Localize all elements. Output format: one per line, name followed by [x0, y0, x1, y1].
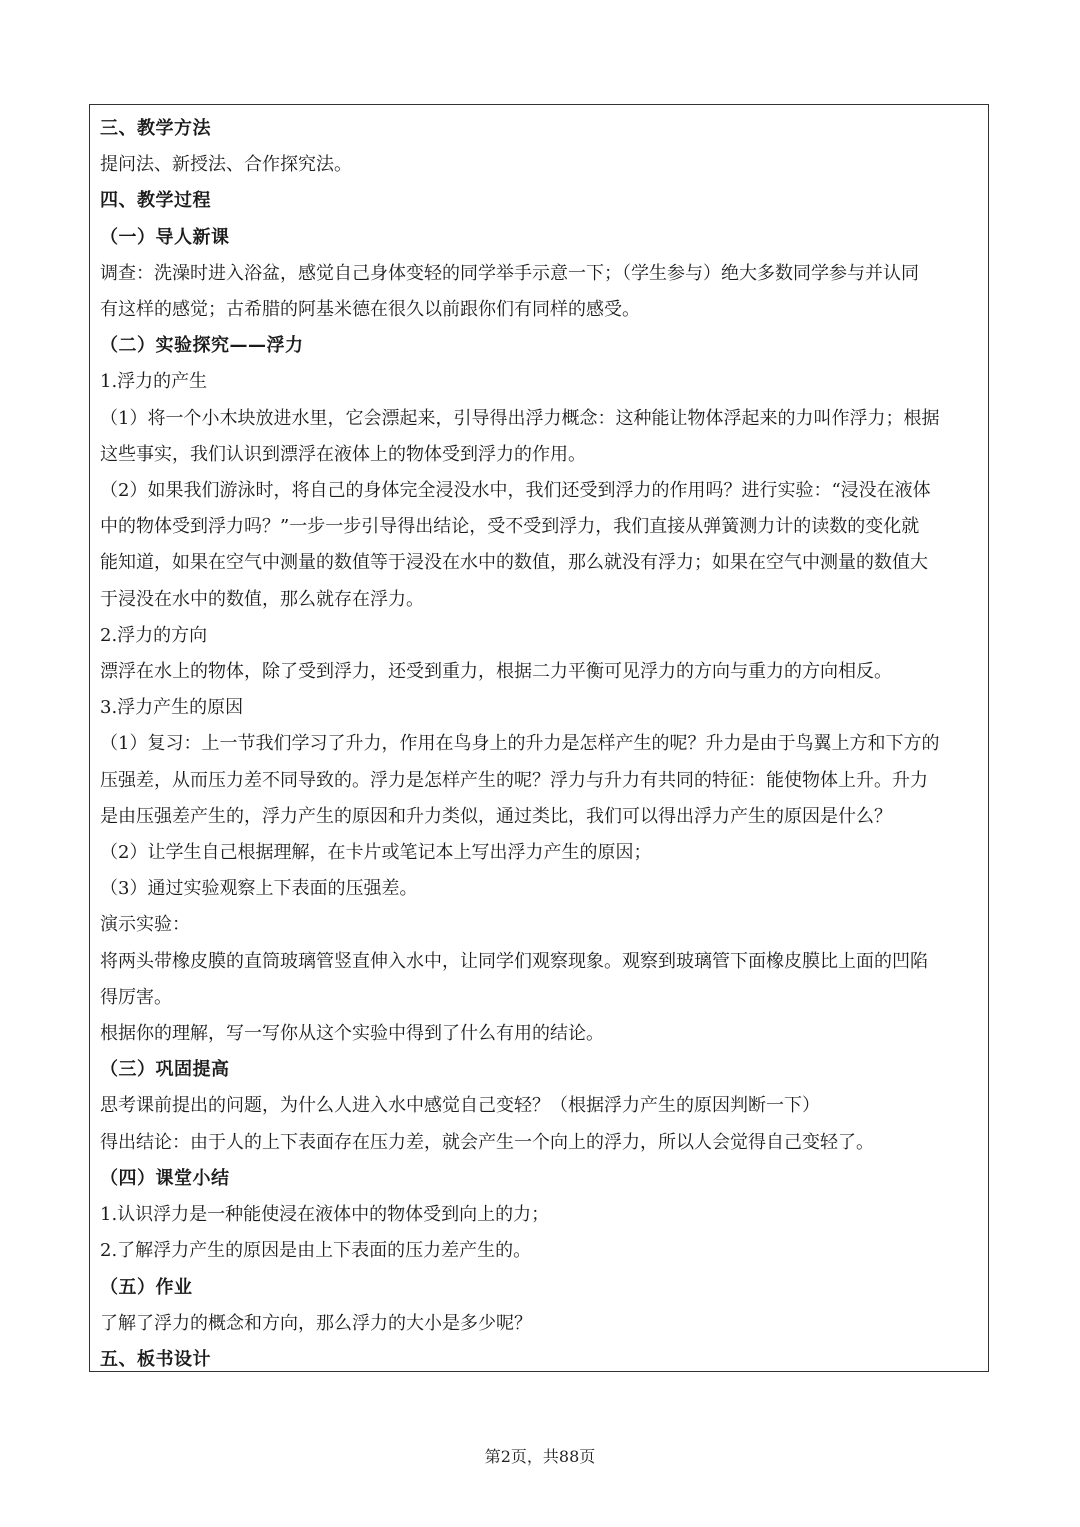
heading-teaching-process: 四、教学过程 [100, 190, 211, 212]
text-line: （2）如果我们游泳时，将自己的身体完全浸没水中，我们还受到浮力的作用吗？进行实验：“浸没在液体 [100, 480, 931, 502]
text-line: 1.认识浮力是一种能使浸在液体中的物体受到向上的力； [100, 1204, 550, 1226]
text-line: 提问法、新授法、合作探究法。 [100, 154, 352, 176]
text-line: 有这样的感觉；古希腊的阿基米德在很久以前跟你们有同样的感受。 [100, 299, 640, 321]
heading-board-design: 五、板书设计 [100, 1348, 211, 1370]
page-number: 第2页，共88页 [484, 1447, 596, 1466]
subheading-intro: （一）导人新课 [100, 226, 230, 248]
text-line: 将两头带橡皮膜的直筒玻璃管竖直伸入水中，让同学们观察现象。观察到玻璃管下面橡皮膜比上面的凹陷 [100, 950, 928, 972]
heading-teaching-methods: 三、教学方法 [100, 118, 211, 139]
text-line: 思考课前提出的问题，为什么人进入水中感觉自己变轻？（根据浮力产生的原因判断一下） [100, 1095, 820, 1117]
text-line: 这些事实，我们认识到漂浮在液体上的物体受到浮力的作用。 [100, 443, 586, 465]
text-line: 1.浮力的产生 [100, 371, 208, 393]
text-line: 得出结论：由于人的上下表面存在压力差，就会产生一个向上的浮力，所以人会觉得自己变轻了。 [100, 1131, 874, 1153]
text-line: 根据你的理解，写一写你从这个实验中得到了什么有用的结论。 [100, 1023, 604, 1045]
text-line: 2.了解浮力产生的原因是由上下表面的压力差产生的。 [100, 1240, 532, 1262]
text-line: 压强差，从而压力差不同导致的。浮力是怎样产生的呢？浮力与升力有共同的特征：能使物体上升。升力 [100, 769, 928, 791]
text-line: 漂浮在水上的物体，除了受到浮力，还受到重力，根据二力平衡可见浮力的方向与重力的方向相反。 [100, 661, 892, 683]
text-line: 得厉害。 [100, 986, 172, 1008]
text-line: （1）复习：上一节我们学习了升力，作用在鸟身上的升力是怎样产生的呢？升力是由于鸟翼上方和下方的 [100, 733, 940, 755]
subheading-experiment: （二）实验探究——浮力 [100, 335, 304, 357]
text-line: 了解了浮力的概念和方向，那么浮力的大小是多少呢？ [100, 1312, 532, 1334]
text-line: 于浸没在水中的数值，那么就存在浮力。 [100, 588, 424, 610]
text-line: 演示实验： [100, 914, 190, 936]
subheading-summary: （四）课堂小结 [100, 1167, 230, 1189]
subheading-homework: （五）作业 [100, 1276, 193, 1298]
text-line: 能知道，如果在空气中测量的数值等于浸没在水中的数值，那么就没有浮力；如果在空气中测量的数值大 [100, 552, 928, 574]
text-line: 中的物体受到浮力吗？”一步一步引导得出结论，受不受到浮力，我们直接从弹簧测力计的读数的变化就 [100, 516, 920, 538]
text-line: （2）让学生自己根据理解，在卡片或笔记本上写出浮力产生的原因； [100, 842, 652, 864]
text-line: （1）将一个小木块放进水里，它会漂起来，引导得出浮力概念：这种能让物体浮起来的力叫作浮力；根据 [100, 407, 940, 429]
text-line: 3.浮力产生的原因 [100, 697, 244, 719]
text-line: 是由压强差产生的，浮力产生的原因和升力类似，通过类比，我们可以得出浮力产生的原因是什么？ [100, 805, 892, 827]
text-line: 2.浮力的方向 [100, 624, 208, 646]
content-frame [89, 104, 989, 1372]
text-line: （3）通过实验观察上下表面的压强差。 [100, 878, 418, 900]
subheading-consolidation: （三）巩固提高 [100, 1059, 230, 1081]
text-line: 调查：洗澡时进入浴盆，感觉自己身体变轻的同学举手示意一下；（学生参与）绝大多数同学参与并认同 [100, 262, 919, 284]
